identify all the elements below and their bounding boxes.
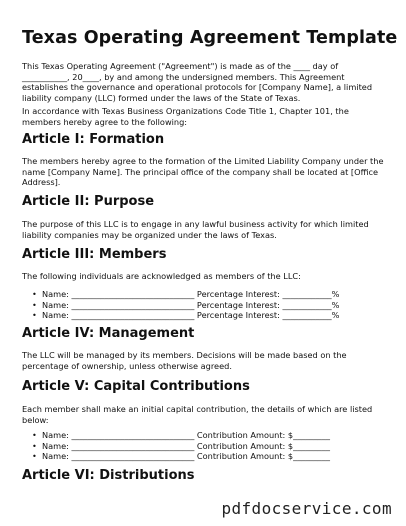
article-5-heading: Article V: Capital Contributions <box>22 379 250 394</box>
contribution-list-item <box>32 451 382 462</box>
article-5-text: Each member shall make an initial capital contribution, the details of which are listed below: <box>22 404 373 425</box>
article-2-text: The purpose of this LLC is to engage in any lawful business activity for which limited liability companies may be organized under the laws of Texas. <box>22 219 369 240</box>
article-1-heading: Article I: Formation <box>22 132 165 147</box>
site-watermark: pdfdocservice.com <box>221 499 392 518</box>
bullet-icon: • <box>32 440 37 451</box>
article-3-text: The following individuals are acknowledged as members of the LLC: <box>22 271 301 281</box>
bullet-icon: • <box>32 289 37 299</box>
contribution-entry-text: Name: ______________________________ Contribution Amount: $_________ <box>42 440 330 451</box>
document-title: Texas Operating Agreement Template <box>22 28 398 48</box>
article-1-text: The members hereby agree to the formation of the Limited Liability Company under the name [Company Name]. The principal office of the company shall be located at [Office Address]. <box>22 156 384 187</box>
contribution-list-item <box>32 441 382 452</box>
intro-accordance-paragraph: In accordance with Texas Business Organizations Code Title 1, Chapter 101, the members hereby agree to the following: <box>22 106 349 127</box>
bullet-icon: • <box>32 451 37 461</box>
member-entry-text: Name: ______________________________ Percentage Interest: ____________% <box>42 310 340 320</box>
contributions-list <box>32 430 382 462</box>
article-2-heading: Article II: Purpose <box>22 194 155 209</box>
member-list-item <box>32 310 382 321</box>
contribution-entry-text: Name: ______________________________ Contribution Amount: $_________ <box>42 430 330 440</box>
article-4-heading: Article IV: Management <box>22 326 195 341</box>
contribution-entry-text: Name: ______________________________ Contribution Amount: $_________ <box>42 451 330 461</box>
bullet-icon: • <box>32 299 37 310</box>
member-entry-text: Name: ______________________________ Percentage Interest: ____________% <box>42 289 340 299</box>
members-list <box>32 289 382 321</box>
article-4-text: The LLC will be managed by its members. Decisions will be made based on the percentage of ownership, unless otherwise agreed. <box>22 350 347 371</box>
member-entry-text: Name: ______________________________ Percentage Interest: ____________% <box>42 299 340 310</box>
intro-paragraph: This Texas Operating Agreement ("Agreement") is made as of the ____ day of ___________, 20____, by and among the undersigned members. This Agreement establishes the governance and operational protocols for [Company Name], a limited liability company (LLC) formed under the laws of the State of Texas. <box>22 61 373 103</box>
bullet-icon: • <box>32 310 37 320</box>
member-list-item <box>32 289 382 300</box>
member-list-item <box>32 300 382 311</box>
article-6-heading: Article VI: Distributions <box>22 468 195 483</box>
bullet-icon: • <box>32 430 37 440</box>
article-3-heading: Article III: Members <box>22 247 167 262</box>
contribution-list-item <box>32 430 382 441</box>
